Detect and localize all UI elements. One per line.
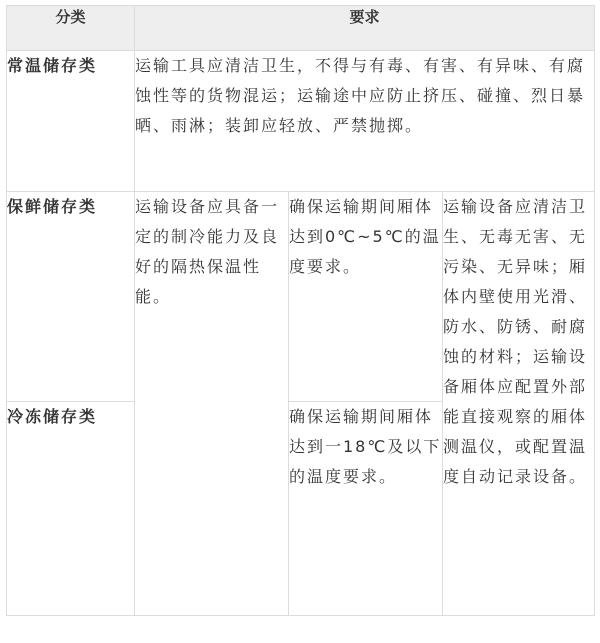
requirement-equipment-hygiene: 运输设备应清洁卫生、无毒无害、无污染、无异味；厢体内壁使用光滑、防水、防锈、耐腐蚀的材料；运输设备厢体应配置外部能直接观察的厢体测温仪，或配置温度自动记录设备。 xyxy=(443,192,595,616)
requirement-frozen-temperature: 确保运输期间厢体达到一18℃及以下的温度要求。 xyxy=(289,402,443,616)
category-fresh-storage: 保鲜储存类 xyxy=(7,192,135,402)
category-frozen-storage: 冷冻储存类 xyxy=(7,402,135,616)
requirement-fresh-temperature: 确保运输期间厢体达到0℃~5℃的温度要求。 xyxy=(289,192,443,402)
requirement-normal-storage: 运输工具应清洁卫生，不得与有毒、有害、有异味、有腐蚀性等的货物混运；运输途中应防止挤压、碰撞、烈日暴晒、雨淋；装卸应轻放、严禁抛掷。 xyxy=(135,51,595,192)
header-category: 分类 xyxy=(7,6,135,51)
requirement-refrigeration-equipment: 运输设备应具备一定的制冷能力及良好的隔热保温性能。 xyxy=(135,192,289,616)
table-header-row xyxy=(7,6,595,51)
category-normal-storage: 常温储存类 xyxy=(7,51,135,192)
table-row-fresh-storage xyxy=(7,192,595,402)
requirements-table xyxy=(6,5,595,616)
table-row-normal-storage xyxy=(7,51,595,192)
header-requirement: 要求 xyxy=(135,6,595,51)
